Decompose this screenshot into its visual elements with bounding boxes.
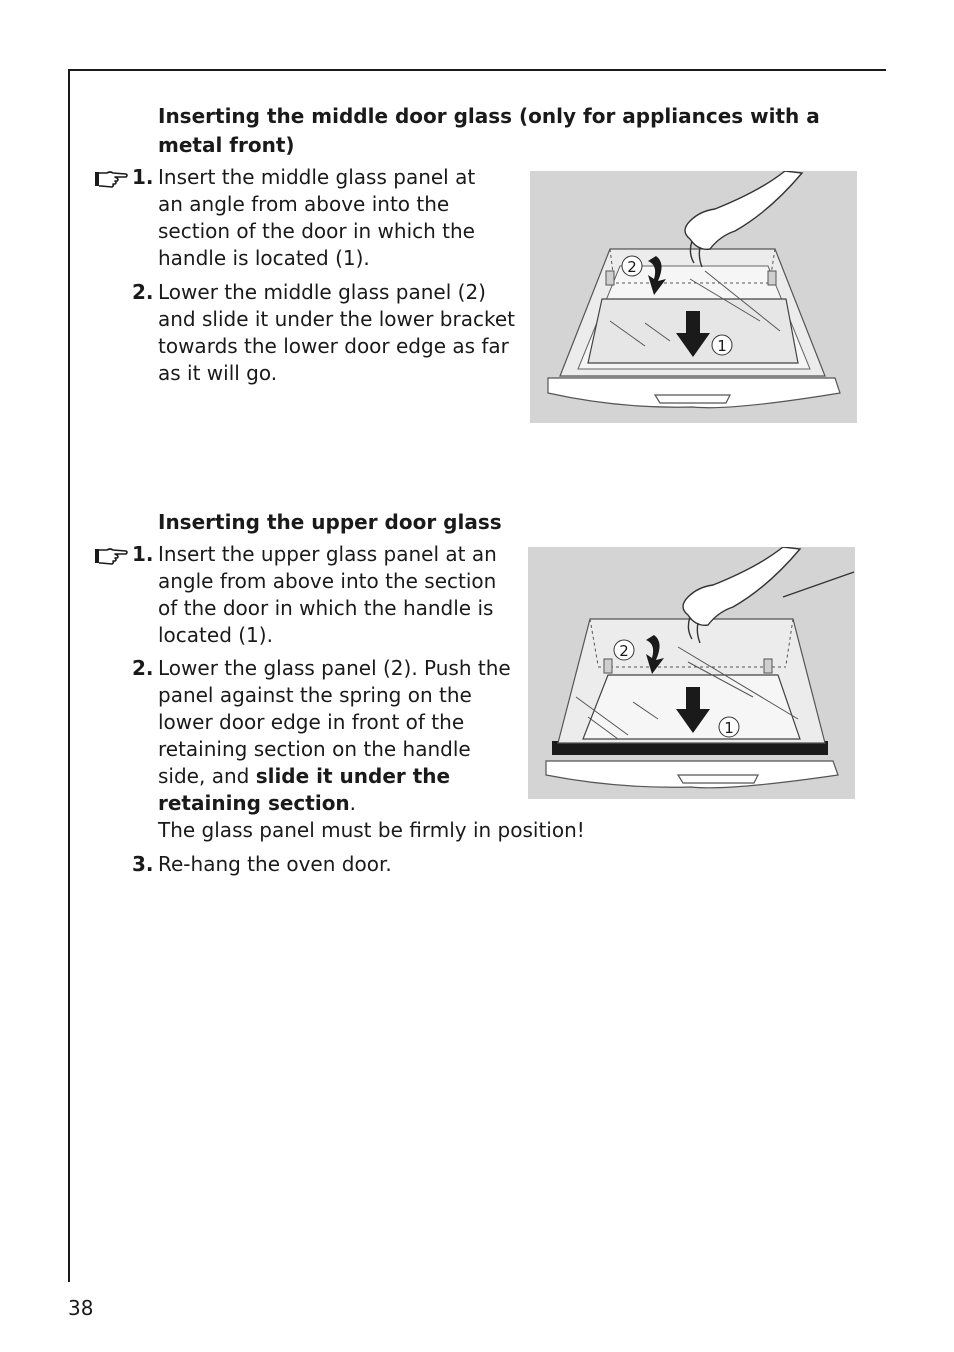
section2-heading: Inserting the upper door glass [158,510,502,534]
section2-step-2: 2. Lower the glass panel (2). Push the panel against the spring on the lower door edge in front of the retaining section on the handle side, and slide it under the retaining section. The glass panel must be firmly in position! [132,656,585,842]
figure1-label-2: 2 [627,258,637,276]
page-number: 38 [68,1296,94,1320]
top-rule [68,69,886,71]
section2-step-3: 3. Re-hang the oven door. [132,852,392,876]
figure2-label-1: 1 [724,719,734,737]
figure2-label-2: 2 [619,642,629,660]
section1-step-1: 1. Insert the middle glass panel at an angle from above into the section of the door in which the handle is located (1). [132,165,476,270]
section2-step-1: 1. Insert the upper glass panel at an angle from above into the section of the door in which the handle is located (1). [132,542,497,647]
left-rule [68,70,70,1282]
section1-step-2: 2. Lower the middle glass panel (2) and slide it under the lower bracket towards the lower door edge as far as it will go. [132,280,515,385]
figure1-label-1: 1 [717,337,727,355]
pointing-hand-icon [93,168,129,190]
section1-heading: Inserting the middle door glass (only for appliances with a metal front) [158,104,820,157]
middle-glass-illustration [530,171,857,423]
upper-glass-illustration [528,547,855,799]
pointing-hand-icon [93,545,129,567]
